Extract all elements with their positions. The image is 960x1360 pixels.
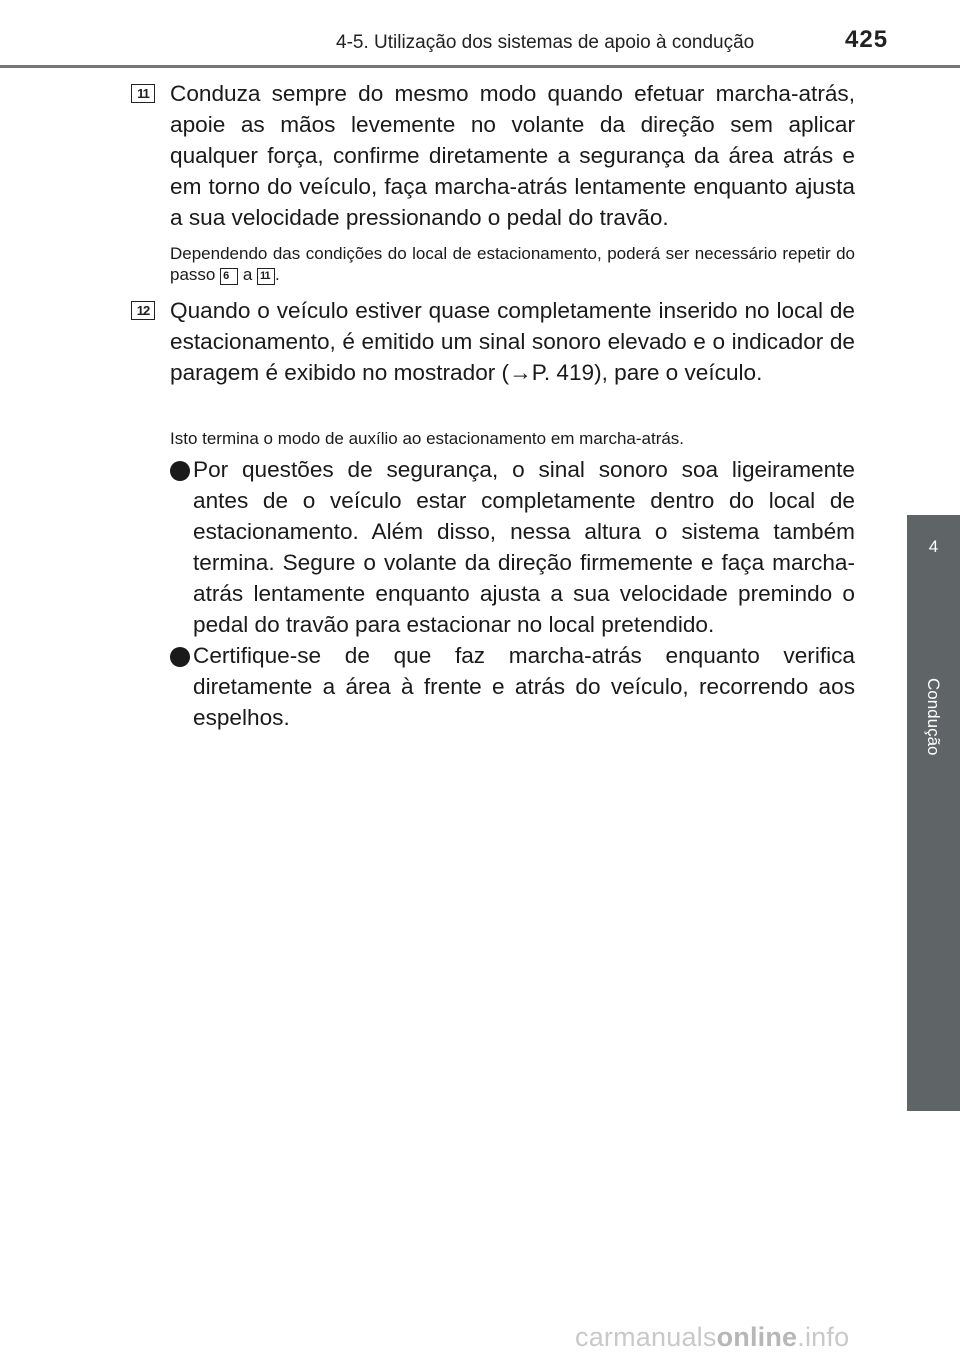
step-11-note-suffix: . bbox=[275, 265, 280, 284]
chapter-tab-number: 4 bbox=[928, 537, 939, 556]
step-ref-6: 6 bbox=[220, 268, 238, 285]
step-11-note-text: Dependendo das condições do local de estacionamento, poderá ser necessário repetir do passo bbox=[170, 244, 855, 284]
header-divider bbox=[0, 65, 960, 68]
bullet-item-2: Certifique-se de que faz marcha-atrás enquanto verifica diretamente a área à frente e atrás do veículo, recorrendo aos espelhos. bbox=[193, 643, 855, 730]
page-number: 425 bbox=[845, 26, 889, 53]
watermark-part2: online bbox=[716, 1322, 798, 1352]
step-ref-11: 11 bbox=[257, 268, 275, 285]
step-12-text bbox=[170, 295, 855, 388]
step-11-note bbox=[170, 243, 855, 285]
section-title: 4-5. Utilização dos sistemas de apoio à condução bbox=[336, 32, 755, 53]
step-11-text: Conduza sempre do mesmo modo quando efetuar marcha-atrás, apoie as mãos levemente no volante da direção sem aplicar qualquer força, confirme diretamente a segurança da área atrás e em torno do veículo, faça marcha-atrás lentamente enquanto ajusta a sua velocidade pressionando o pedal do travão. bbox=[170, 81, 855, 230]
bullet-icon bbox=[170, 461, 190, 481]
bullet-icon bbox=[170, 647, 190, 667]
chapter-tab-label: Condução bbox=[924, 678, 943, 756]
step-12-note: Isto termina o modo de auxílio ao estacionamento em marcha-atrás. bbox=[170, 429, 685, 448]
step-12-text-main: Quando o veículo estiver quase completamente inserido no local de estacionamento, é emitido um sinal sonoro elevado e o indicador de paragem é exibido no mostrador ( bbox=[170, 298, 855, 385]
watermark-part3: .info bbox=[797, 1322, 850, 1352]
bullet-item-1: Por questões de segurança, o sinal sonoro soa ligeiramente antes de o veículo estar completamente dentro do local de estacionamento. Além disso, nessa altura o sistema também termina. Segure o volante da direção firmemente e faça marcha-atrás lentamente enquanto ajusta a sua velocidade premindo o pedal do travão para estacionar no local pretendido. bbox=[193, 457, 855, 637]
chapter-tab[interactable] bbox=[907, 515, 960, 1111]
watermark bbox=[575, 1322, 849, 1353]
page-reference-link[interactable]: P. 419), pare o veículo. bbox=[531, 360, 763, 385]
step-11-number: 11 bbox=[131, 84, 155, 103]
step-11-note-connector: a bbox=[242, 265, 253, 284]
watermark-part1: carmanuals bbox=[575, 1322, 717, 1352]
arrow-right-icon: → bbox=[509, 360, 532, 385]
step-12-number: 12 bbox=[131, 301, 155, 320]
